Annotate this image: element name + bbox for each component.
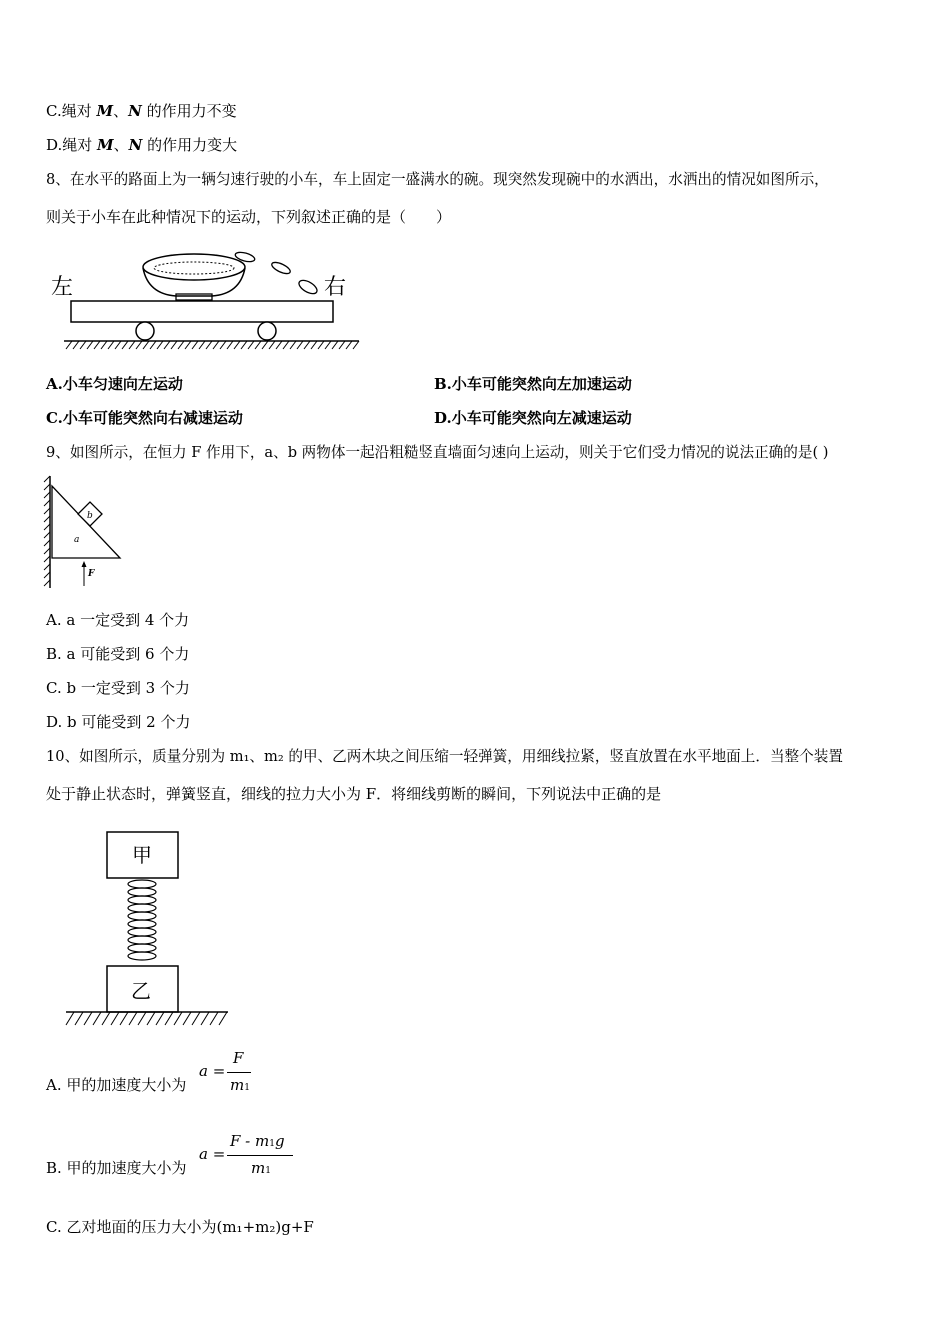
q10-b-numerator: F - m1g [230,1132,285,1150]
q9-option-b: B. a 可能受到 6 个力 [46,645,190,663]
q8-right-label: 右 [324,275,347,300]
q10-b-denominator: m1 [251,1159,271,1177]
q10-a-fraction-bar [227,1072,251,1073]
q8-left-label: 左 [51,275,74,300]
q7-option-c: C.绳对 M、N 的作用力不变 [46,102,237,120]
q10-option-b: B. 甲的加速度大小为 [46,1159,187,1177]
q8-stem-line2: 则关于小车在此种情况下的运动，下列叙述正确的是（ ） [46,208,452,226]
q8-option-b: B.小车可能突然向左加速运动 [434,375,632,393]
q10-a-numerator: F [233,1049,244,1067]
q9-wall-figure [40,474,124,592]
q8-option-c: C.小车可能突然向右减速运动 [46,409,243,427]
q10-a-denominator: m1 [230,1076,250,1094]
q10-b-fraction-bar [227,1155,293,1156]
q10-top-block-label: 甲 [132,843,152,867]
q9-option-c: C. b 一定受到 3 个力 [46,679,190,697]
q8-option-a: A.小车匀速向左运动 [46,375,183,393]
q9-option-a: A. a 一定受到 4 个力 [46,611,190,629]
q10-spring-figure [60,828,236,1032]
q10-option-a: A. 甲的加速度大小为 [46,1076,187,1094]
q8-stem-line1: 8、在水平的路面上为一辆匀速行驶的小车，车上固定一盛满水的碗。现突然发现碗中的水洒出，水洒出的情况如图所示， [46,171,829,188]
q9-stem: 9、如图所示，在恒力 F 作用下，a、b 两物体一起沿粗糙竖直墙面匀速向上运动，则关于它们受力情况的说法正确的是( ) [46,444,829,461]
q8-cart-figure [48,250,368,352]
q10-stem-line1: 10、如图所示，质量分别为 m₁、m₂ 的甲、乙两木块之间压缩一轻弹簧，用细线拉紧，竖直放置在水平地面上．当整个装置 [46,748,843,765]
q10-stem-line2: 处于静止状态时，弹簧竖直，细线的拉力大小为 F．将细线剪断的瞬间，下列说法中正确的是 [46,785,662,803]
q10-a-lhs: a = [199,1062,226,1080]
q9-label-a: a [74,535,80,545]
q10-option-c: C. 乙对地面的压力大小为(m₁+m₂)g+F [46,1218,314,1236]
q9-label-F: F [88,569,95,579]
q10-b-lhs: a = [199,1145,226,1163]
q9-label-b: b [87,511,93,521]
q7-option-d: D.绳对 M、N 的作用力变大 [46,136,238,154]
q8-option-d: D.小车可能突然向左减速运动 [434,409,632,427]
q9-option-d: D. b 可能受到 2 个力 [46,713,191,731]
q10-bottom-block-label: 乙 [131,979,151,1003]
